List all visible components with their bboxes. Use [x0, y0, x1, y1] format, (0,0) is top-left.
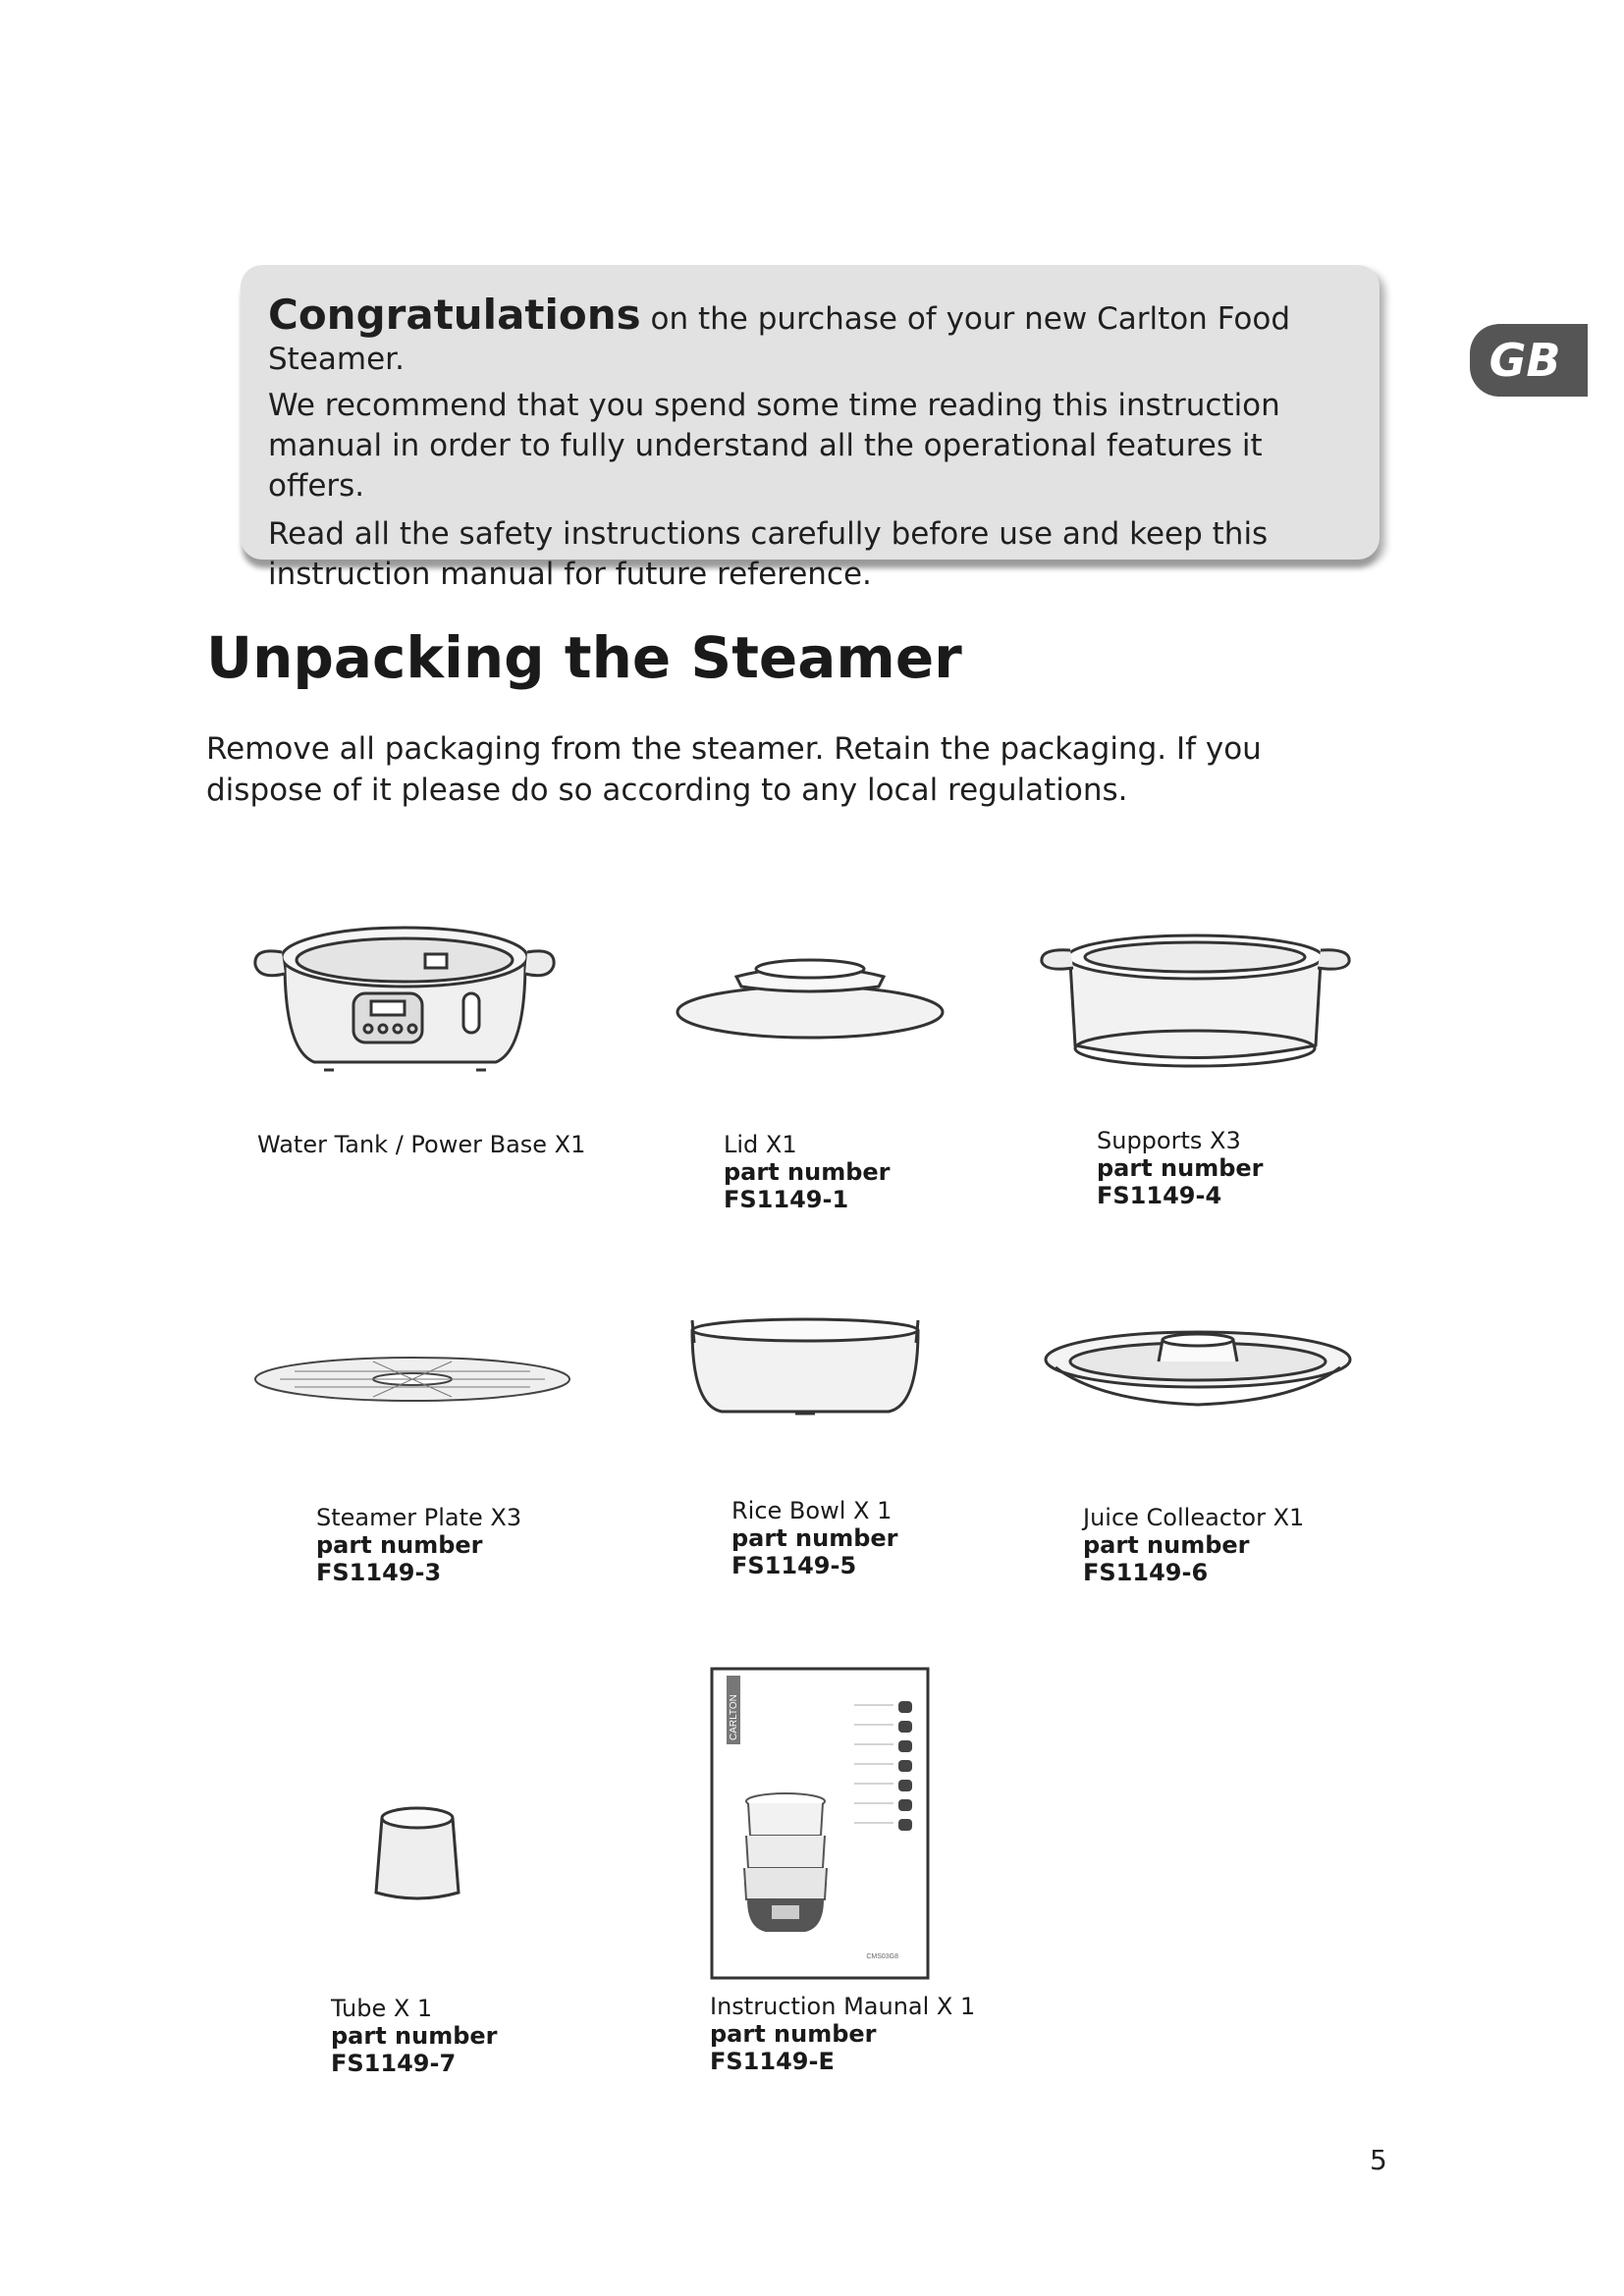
manual-cover-model: CMS03G8: [866, 1953, 898, 1960]
part-number-label: part number: [731, 1524, 898, 1552]
language-tab-label: GB: [1489, 334, 1561, 387]
recommend-text: We recommend that you spend some time reading this instruction manual in order to fully understand all the operational features it offers.: [268, 388, 1280, 504]
part-caption-steamer-plate: [316, 1504, 521, 1586]
part-caption-juice-collector: [1083, 1504, 1304, 1586]
congratulations-text: on the purchase of your new Carlton Food Steamer.: [268, 301, 1291, 377]
intro-box: [241, 265, 1380, 592]
section-body: Remove all packaging from the steamer. Retain the packaging. If you dispose of it please do so according to any local regulations.: [206, 731, 1262, 808]
part-number: FS1149-1: [724, 1186, 849, 1213]
part-number-label: part number: [710, 2020, 877, 2048]
part-number: FS1149-5: [731, 1552, 857, 1579]
part-number-label: part number: [331, 2022, 498, 2050]
congratulations-heading: Congratulations: [268, 291, 641, 339]
part-name: Juice Colleactor X1: [1083, 1504, 1305, 1531]
part-number-label: part number: [724, 1158, 891, 1186]
part-name: Steamer Plate X3: [316, 1504, 522, 1531]
part-number: FS1149-4: [1097, 1182, 1222, 1209]
part-caption-water-tank: [257, 1131, 585, 1158]
juice-collector-illustration: [1041, 1320, 1355, 1418]
part-number: FS1149-E: [710, 2048, 835, 2075]
part-number-label: part number: [1097, 1154, 1264, 1182]
tube-illustration: [368, 1801, 466, 1909]
part-number: FS1149-7: [331, 2050, 457, 2077]
support-illustration: [1036, 923, 1355, 1080]
section-title: Unpacking the Steamer: [206, 624, 962, 691]
part-name: Tube X 1: [331, 1995, 433, 2022]
language-tab: [1470, 324, 1588, 397]
part-number: FS1149-6: [1083, 1559, 1209, 1586]
manual-cover-brand: CARLTON: [729, 1694, 739, 1740]
instruction-manual-illustration: [707, 1664, 933, 1983]
part-name: Water Tank / Power Base X1: [257, 1131, 586, 1158]
part-number-label: part number: [316, 1531, 483, 1559]
part-caption-instruction-manual: [710, 1993, 975, 2075]
water-tank-illustration: [245, 903, 565, 1075]
part-number-label: part number: [1083, 1531, 1250, 1559]
lid-illustration: [668, 947, 952, 1045]
part-name: Supports X3: [1097, 1127, 1241, 1154]
steamer-plate-illustration: [250, 1350, 574, 1409]
page-number: 5: [1370, 2144, 1387, 2176]
part-caption-supports: [1097, 1127, 1264, 1209]
safety-text: Read all the safety instructions carefully before use and keep this instruction manual for future reference.: [268, 516, 1269, 592]
part-caption-tube: [331, 1995, 498, 2077]
part-name: Lid X1: [724, 1131, 797, 1158]
rice-bowl-illustration: [682, 1315, 928, 1428]
part-number: FS1149-3: [316, 1559, 442, 1586]
part-caption-lid: [724, 1131, 891, 1213]
part-name: Rice Bowl X 1: [731, 1497, 893, 1524]
part-name: Instruction Maunal X 1: [710, 1993, 976, 2020]
part-caption-rice-bowl: [731, 1497, 898, 1579]
congratulations-line: [268, 291, 1350, 380]
